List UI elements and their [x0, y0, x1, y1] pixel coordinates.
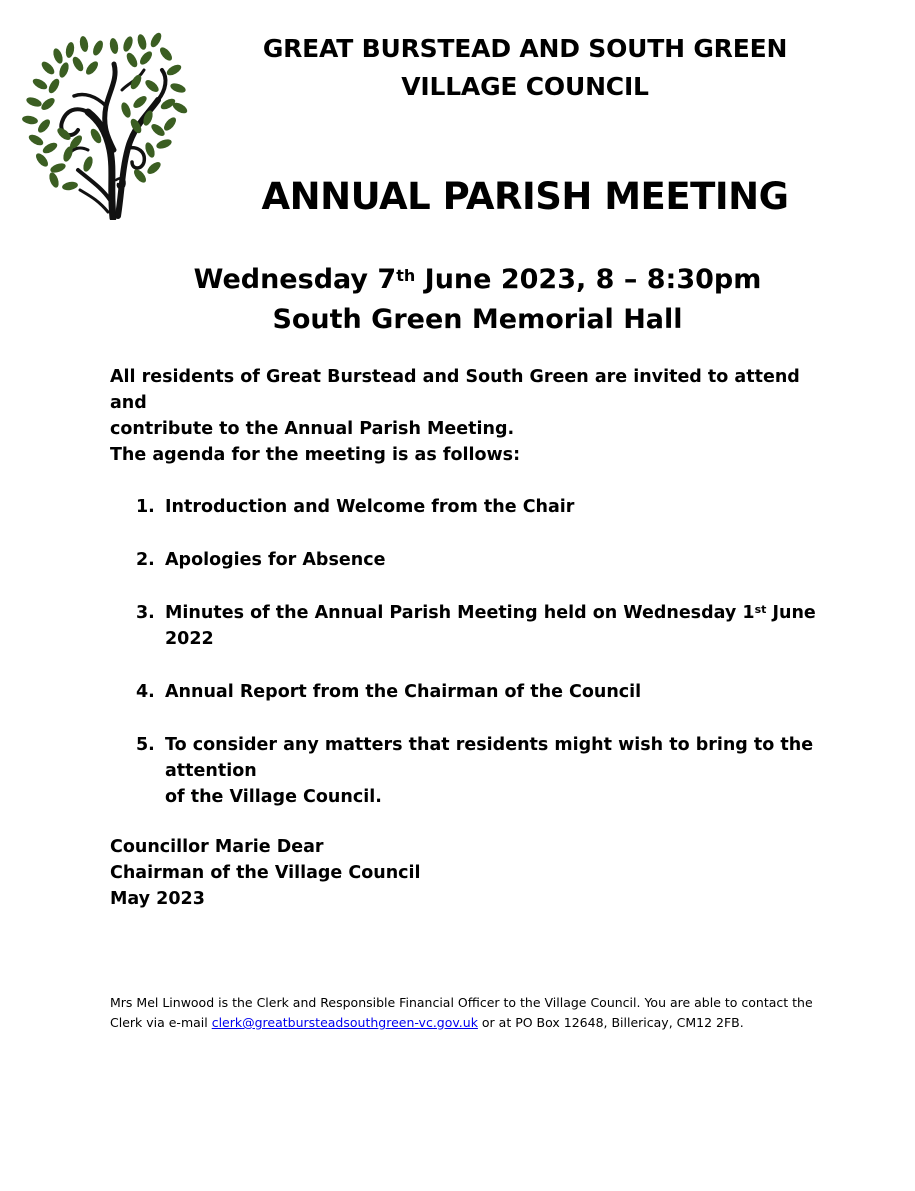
- agenda-item-text-after: June 2022: [165, 603, 816, 649]
- agenda-item-number: 2.: [136, 550, 155, 570]
- agenda-item-number: 3.: [136, 603, 155, 623]
- agenda-item-number: 1.: [136, 497, 155, 517]
- meeting-venue: South Green Memorial Hall: [272, 304, 683, 335]
- agenda-item: [110, 679, 850, 705]
- council-logo-svg: [18, 30, 188, 220]
- intro-line1: All residents of Great Burstead and South Green are invited to attend and: [110, 367, 800, 413]
- footer-contact: [110, 993, 830, 1033]
- footer-line2-prefix: Clerk via e-mail: [110, 1015, 212, 1030]
- footer-line2: [110, 1013, 830, 1033]
- agenda-list: [110, 494, 850, 837]
- agenda-item-number: 5.: [136, 735, 155, 755]
- council-name-line2: VILLAGE COUNCIL: [401, 72, 649, 101]
- intro-paragraph: [110, 364, 840, 442]
- signoff-date: May 2023: [110, 889, 205, 909]
- meeting-date-suffix: June 2023, 8 – 8:30pm: [415, 264, 762, 295]
- agenda-item-number: 4.: [136, 682, 155, 702]
- agenda-item: [110, 732, 850, 810]
- footer-line2-suffix: or at PO Box 12648, Billericay, CM12 2FB.: [477, 1015, 744, 1030]
- agenda-item-text-line2: of the Village Council.: [165, 787, 382, 807]
- agenda-item-text: Apologies for Absence: [165, 550, 386, 570]
- agenda-item: [110, 600, 850, 652]
- council-name-line1: GREAT BURSTEAD AND SOUTH GREEN: [262, 34, 788, 63]
- agenda-item: [110, 494, 850, 520]
- agenda-item: [110, 547, 850, 573]
- clerk-email-link[interactable]: clerk@greatbursteadsouthgreen-vc.gov.uk: [211, 1015, 478, 1030]
- signoff-role: Chairman of the Village Council: [110, 863, 421, 883]
- signoff-name: Councillor Marie Dear: [110, 837, 324, 857]
- agenda-item-text: Annual Report from the Chairman of the Council: [165, 682, 642, 702]
- council-name: [230, 30, 820, 106]
- meeting-title: ANNUAL PARISH MEETING: [261, 175, 789, 218]
- agenda-item-text-before: Minutes of the Annual Parish Meeting held on Wednesday 1: [165, 603, 755, 623]
- agenda-item-ordinal: st: [754, 603, 767, 616]
- signoff: [110, 834, 421, 912]
- agenda-intro: The agenda for the meeting is as follows:: [110, 445, 521, 465]
- tree-icon: [18, 30, 188, 220]
- meeting-date-ordinal: th: [396, 266, 416, 285]
- intro-line2: contribute to the Annual Parish Meeting.: [110, 419, 515, 439]
- meeting-date: [100, 260, 855, 300]
- agenda-item-text: Introduction and Welcome from the Chair: [165, 497, 575, 517]
- meeting-date-prefix: Wednesday 7: [193, 264, 397, 295]
- footer-line1: Mrs Mel Linwood is the Clerk and Responsible Financial Officer to the Village Council. You are able to contact the: [110, 995, 813, 1010]
- agenda-item-text: [165, 603, 816, 649]
- agenda-item-text-line1: To consider any matters that residents might wish to bring to the attention: [165, 735, 814, 781]
